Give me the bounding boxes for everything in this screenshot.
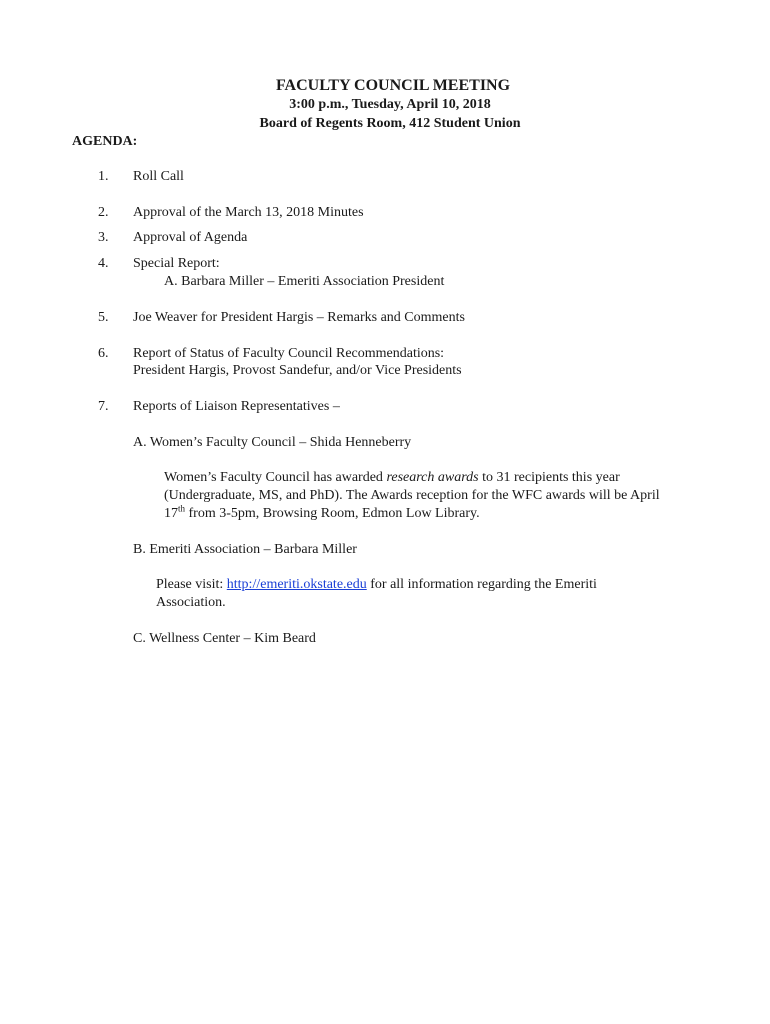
agenda-item-text: Report of Status of Faculty Council Recommendations:	[133, 346, 445, 361]
text-span: to 31 recipients this year	[478, 470, 620, 485]
agenda-item-text: Special Report:	[133, 256, 220, 271]
meeting-location: Board of Regents Room, 412 Student Union	[259, 116, 521, 131]
page-title: FACULTY COUNCIL MEETING	[275, 77, 511, 94]
agenda-item-number: 5.	[98, 310, 109, 325]
agenda-item-text: Reports of Liaison Representatives –	[133, 399, 340, 414]
emphasis-text: research awards	[386, 470, 479, 485]
liaison-b-heading: B. Emeriti Association – Barbara Miller	[133, 542, 357, 557]
liaison-a-paragraph-line1	[164, 469, 620, 487]
text-span: Women’s Faculty Council has awarded	[164, 470, 387, 485]
agenda-item-text: Approval of the March 13, 2018 Minutes	[133, 205, 364, 220]
superscript: th	[178, 503, 186, 514]
agenda-item-text-line2: President Hargis, Provost Sandefur, and/or Vice Presidents	[133, 363, 462, 378]
text-span: Please visit:	[156, 577, 227, 592]
liaison-c-heading: C. Wellness Center – Kim Beard	[133, 631, 316, 646]
liaison-a-heading: A. Women’s Faculty Council – Shida Henneberry	[133, 435, 412, 450]
liaison-b-paragraph-line1	[156, 576, 597, 594]
emeriti-link[interactable]: http://emeriti.okstate.edu	[226, 577, 367, 592]
text-span: for all information regarding the Emeriti	[366, 577, 597, 592]
agenda-item-number: 3.	[98, 230, 109, 245]
agenda-item-text: Approval of Agenda	[133, 230, 248, 245]
agenda-item-number: 4.	[98, 256, 109, 271]
agenda-heading: AGENDA:	[72, 134, 138, 149]
text-span: 17	[164, 506, 178, 521]
agenda-item-number: 1.	[98, 169, 109, 184]
agenda-item-text: Roll Call	[133, 169, 184, 184]
meeting-datetime: 3:00 p.m., Tuesday, April 10, 2018	[289, 97, 491, 112]
agenda-item-text: Joe Weaver for President Hargis – Remarks and Comments	[133, 310, 465, 325]
liaison-a-paragraph-line3	[164, 505, 480, 523]
agenda-item-number: 7.	[98, 399, 109, 414]
agenda-subitem: A. Barbara Miller – Emeriti Association President	[164, 274, 445, 289]
agenda-item-number: 2.	[98, 205, 109, 220]
text-span: from 3-5pm, Browsing Room, Edmon Low Library.	[185, 506, 480, 521]
agenda-item-number: 6.	[98, 346, 109, 361]
liaison-a-paragraph-line2: (Undergraduate, MS, and PhD). The Awards reception for the WFC awards will be April	[164, 488, 660, 503]
liaison-b-paragraph-line2: Association.	[156, 595, 226, 610]
